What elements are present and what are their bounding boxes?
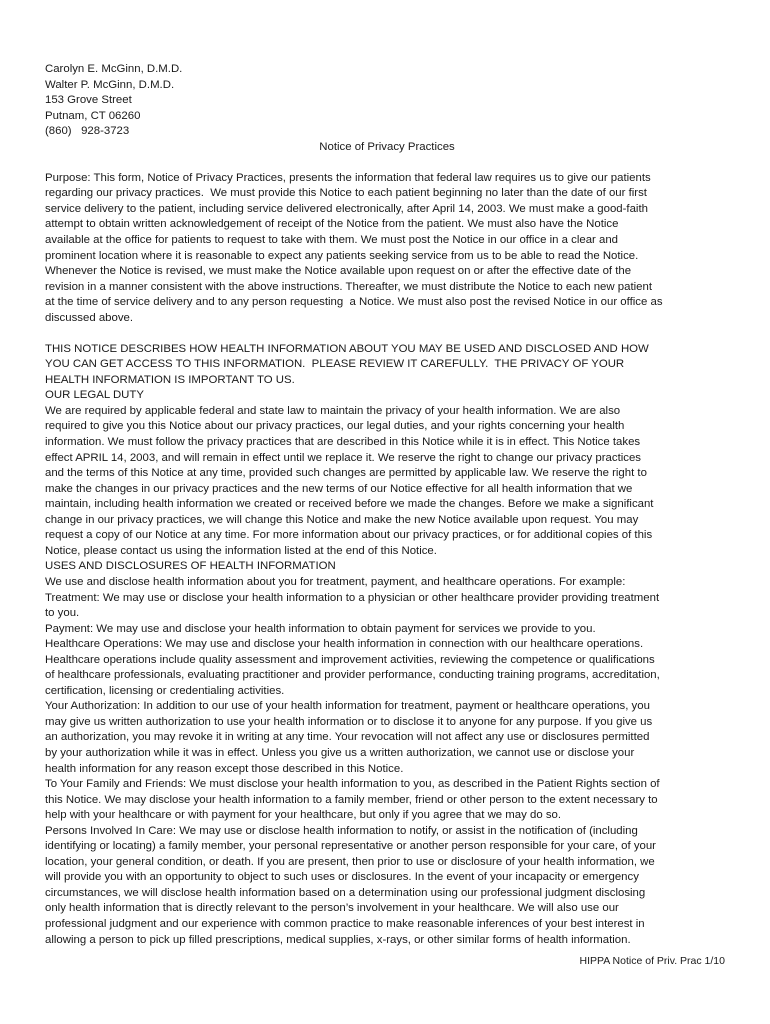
uses-line: professional judgment and our experience with common practice to make reasonable inferences of your best interest in [45,917,645,930]
header-line: Carolyn E. McGinn, D.M.D. [45,63,183,75]
purpose-line: service delivery to the patient, including service delivered electronically, after April 14, 2003. We must make a good-faith [45,202,648,215]
legal-duty-line: and the terms of this Notice at any time, provided such changes are permitted by applicable law. We reserve the right to [45,467,647,480]
purpose-section [45,171,729,326]
purpose-line: Whenever the Notice is revised, we must make the Notice available upon request on or after the effective date of the [45,265,632,278]
page-footer: HIPPA Notice of Priv. Prac 1/10 [579,955,725,967]
uses-line: identifying or locating) a family member, your personal representative or another person responsible for your care, of your [45,840,656,853]
uses-line: by your authorization while it was in effect. Unless you give us a written authorization, we cannot use or disclose your [45,746,635,759]
uses-line: allowing a person to pick up filled prescriptions, medical supplies, x-rays, or other similar forms of health information. [45,933,631,946]
legal-duty-line: effect APRIL 14, 2003, and will remain in effect until we replace it. We reserve the right to change our privacy practices [45,451,641,464]
uses-line: location, your general condition, or death. If you are present, then prior to use or disclosure of your health information, we [45,855,655,868]
legal-duty-line: We are required by applicable federal and state law to maintain the privacy of your health information. We are also [45,404,621,417]
notice-line: YOU CAN GET ACCESS TO THIS INFORMATION. PLEASE REVIEW IT CAREFULLY. THE PRIVACY OF YOUR [45,358,625,371]
legal-duty-section [45,388,729,559]
section-heading: USES AND DISCLOSURES OF HEALTH INFORMATION [45,560,336,573]
notice-line: HEALTH INFORMATION IS IMPORTANT TO US. [45,373,295,386]
uses-line: health information for any reason except those described in this Notice. [45,762,404,775]
legal-duty-line: information. We must follow the privacy practices that are described in this Notice while it is in effect. This Notice takes [45,436,641,449]
uses-line: We use and disclose health information about you for treatment, payment, and healthcare operations. For example: [45,575,626,588]
uses-line: Persons Involved In Care: We may use or disclose health information to notify, or assist in the notification of (including [45,824,638,837]
legal-duty-line: change in our privacy practices, we will change this Notice and make the new Notice available upon request. You may [45,513,639,526]
uses-line: Healthcare Operations: We may use and disclose your health information in connection with our healthcare operations. [45,638,644,651]
notice-line: THIS NOTICE DESCRIBES HOW HEALTH INFORMATION ABOUT YOU MAY BE USED AND DISCLOSED AND HOW [45,342,649,355]
uses-line: this Notice. We may disclose your health information to a family member, friend or other person to the extent necessary to [45,793,658,806]
purpose-line: discussed above. [45,311,134,324]
purpose-line: revision in a manner consistent with the above instructions. Thereafter, we must distribute the Notice to each new patient [45,280,652,293]
legal-duty-line: make the changes in our privacy practices and the new terms of our Notice effective for all health information that we [45,482,633,495]
uses-line: help with your healthcare or with payment for your healthcare, but only if you agree that we may do so. [45,809,562,822]
uses-line: to you. [45,607,80,620]
uses-line: Healthcare operations include quality assessment and improvement activities, reviewing the competence or qualifications [45,653,655,666]
legal-duty-line: maintain, including health information we created or received before we made the changes. Before we make a significant [45,498,654,511]
header-line: Walter P. McGinn, D.M.D. [45,78,175,91]
legal-duty-line: required to give you this Notice about our privacy practices, our legal duties, and your rights concerning your health [45,420,625,433]
purpose-line: at the time of service delivery and to any person requesting a Notice. We must also post the revised Notice in our office as [45,296,663,309]
spacer [45,326,729,342]
uses-line: will provide you with an opportunity to object to such uses or disclosures. In the event of your incapacity or emergency [45,871,639,884]
spacer [45,155,729,171]
uses-line: Treatment: We may use or disclose your health information to a physician or other healthcare provider providing treatment [45,591,660,604]
purpose-line: regarding our privacy practices. We must provide this Notice to each patient beginning no later than the date of our first [45,187,647,200]
uses-line: certification, licensing or credentialing activities. [45,684,285,697]
uses-line: of healthcare professionals, evaluating practitioner and provider performance, conducting training programs, accreditation, [45,669,660,682]
purpose-line: available at the office for patients to request to take with them. We must post the Notice in our office in a clear and [45,233,619,246]
section-heading: OUR LEGAL DUTY [45,389,144,402]
uses-line: only health information that is directly relevant to the person’s involvement in your healthcare. We will also use our [45,902,619,915]
header-line: (860) 928-3723 [45,125,130,138]
document-title: Notice of Privacy Practices [319,140,455,153]
document-body [45,62,729,948]
header-line: Putnam, CT 06260 [45,109,141,122]
purpose-line: prominent location where it is reasonable to expect any patients seeking service from us to be able to read the Notice. [45,249,639,262]
legal-duty-line: Notice, please contact us using the information listed at the end of this Notice. [45,544,437,557]
uses-line: may give us written authorization to use your health information or to disclose it to anyone for any purpose. If you give us [45,715,653,728]
uses-line: To Your Family and Friends: We must disclose your health information to you, as described in the Patient Rights section of [45,778,660,791]
practice-header [45,62,729,140]
purpose-line: attempt to obtain written acknowledgement of receipt of the Notice from the patient. We must also have the Notice [45,218,619,231]
purpose-line: Purpose: This form, Notice of Privacy Practices, presents the information that federal law requires us to give our patients [45,171,651,184]
header-line: 153 Grove Street [45,94,132,107]
uses-line: Payment: We may use and disclose your health information to obtain payment for services we provide to you. [45,622,596,635]
legal-duty-line: request a copy of our Notice at any time. For more information about our privacy practices, or for additional copies of this [45,529,653,542]
notice-statement [45,342,729,389]
uses-line: Your Authorization: In addition to our use of your health information for treatment, payment or healthcare operations, you [45,700,650,713]
uses-line: an authorization, you may revoke it in writing at any time. Your revocation will not affect any use or disclosures permitted [45,731,650,744]
uses-line: circumstances, we will disclose health information based on a determination using our professional judgment disclosing [45,886,646,899]
uses-section [45,559,729,948]
